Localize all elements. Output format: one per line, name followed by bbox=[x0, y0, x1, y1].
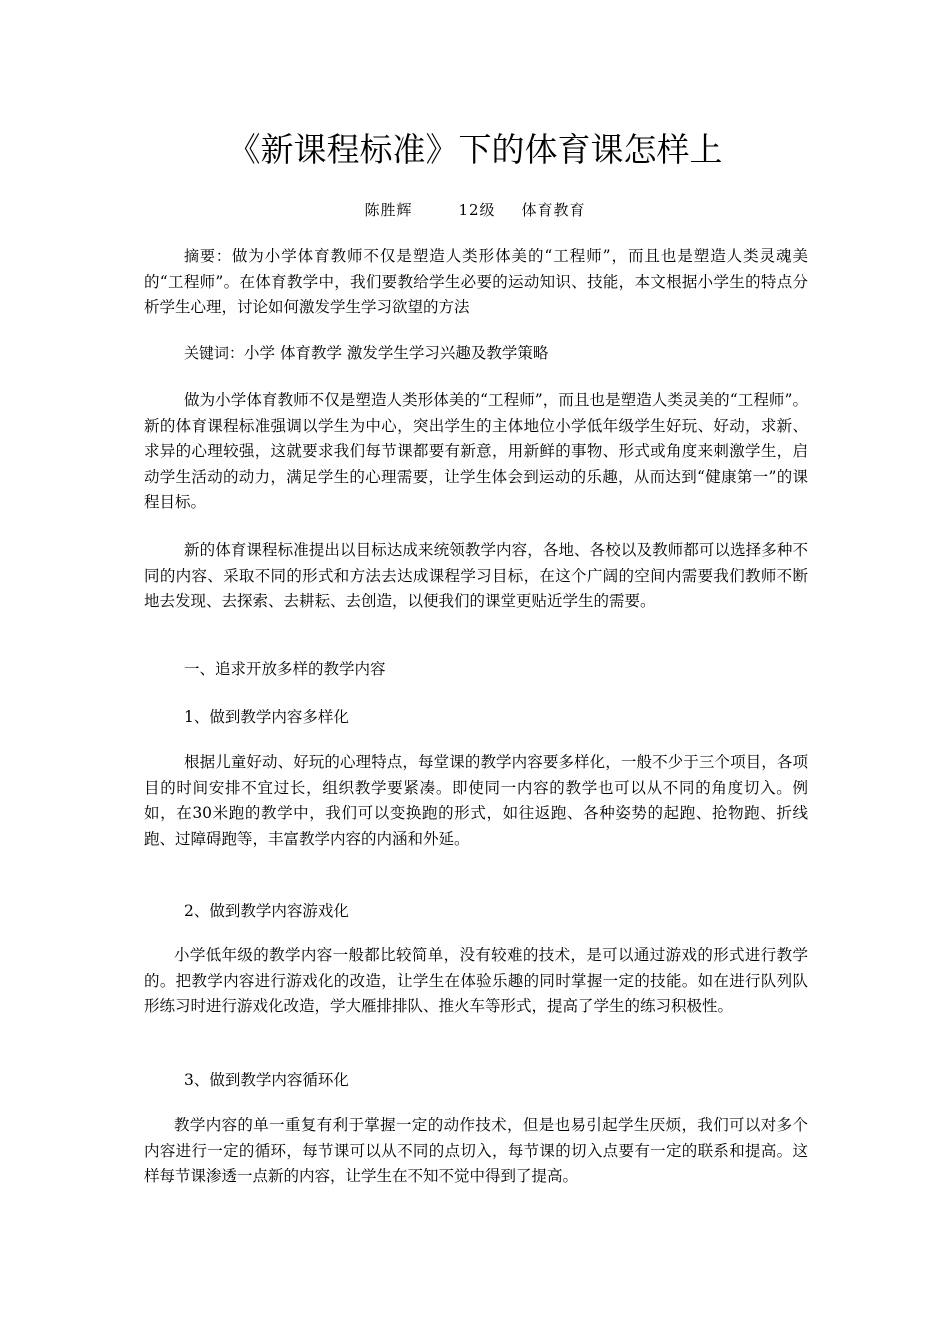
subsection-heading: 1、做到教学内容多样化 bbox=[184, 708, 349, 726]
keywords-text: 小学 体育教学 激发学生学习兴趣及教学策略 bbox=[244, 344, 549, 362]
page-title: 《新课程标准》下的体育课怎样上 bbox=[227, 130, 723, 169]
author-major: 体育教育 bbox=[521, 201, 586, 219]
abstract-text: 做为小学体育教师不仅是塑造人类形体美的“工程师”，而且也是塑造人类灵魂美的“工程师”。在体育教学中，我们要教给学生必要的运动知识、技能，本文根据小学生的特点分析学生心理，讨论如何激发学生学习欲望的方法 bbox=[144, 247, 808, 316]
author-grade: 12级 bbox=[458, 201, 496, 219]
subsection-heading: 2、做到教学内容游戏化 bbox=[184, 902, 349, 920]
body-paragraph: 教学内容的单一重复有利于掌握一定的动作技术，但是也易引起学生厌烦，我们可以对多个内容进行一定的循环，每节课可以从不同的点切入，每节课的切入点要有一定的联系和提高。这样每节课渗透一点新的内容，让学生在不知不觉中得到了提高。 bbox=[144, 1116, 808, 1185]
body-paragraph: 根据儿童好动、好玩的心理特点，每堂课的教学内容要多样化，一般不少于三个项目，各项目的时间安排不宜过长，组织教学要紧凑。即使同一内容的教学也可以从不同的角度切入。例如，在30米跑的教学中，我们可以变换跑的形式，如往返跑、各种姿势的起跑、抢物跑、折线跑、过障碍跑等，丰富教学内容的内涵和外延。 bbox=[144, 753, 808, 848]
author-line bbox=[0, 198, 950, 222]
abstract-label: 摘要： bbox=[184, 247, 232, 265]
body-paragraph: 新的体育课程标准提出以目标达成来统领教学内容，各地、各校以及教师都可以选择多种不同的内容、采取不同的形式和方法去达成课程学习目标，在这个广阔的空间内需要我们教师不断地去发现、去探索、去耕耘、去创造，以便我们的课堂更贴近学生的需要。 bbox=[144, 541, 808, 610]
body-paragraph: 做为小学体育教师不仅是塑造人类形体美的“工程师”，而且也是塑造人类灵美的“工程师”。新的体育课程标准强调以学生为中心，突出学生的主体地位小学低年级学生好玩、好动，求新、求异的心理较强，这就要求我们每节课都要有新意，用新鲜的事物、形式或角度来刺激学生，启动学生活动的动力，满足学生的心理需要，让学生体会到运动的乐趣，从而达到“健康第一”的课程目标。 bbox=[144, 391, 808, 511]
author-name: 陈胜辉 bbox=[364, 201, 413, 219]
keywords-label: 关键词： bbox=[184, 344, 245, 362]
subsection-heading: 3、做到教学内容循环化 bbox=[184, 1071, 349, 1089]
body-paragraph: 小学低年级的教学内容一般都比较简单，没有较难的技术，是可以通过游戏的形式进行教学的。把教学内容进行游戏化的改造，让学生在体验乐趣的同时掌握一定的技能。如在进行队列队形练习时进行游戏化改造，学大雁排排队、推火车等形式，提高了学生的练习积极性。 bbox=[144, 946, 808, 1015]
abstract bbox=[144, 244, 808, 321]
keywords bbox=[144, 341, 808, 367]
section-heading: 一、追求开放多样的教学内容 bbox=[184, 660, 386, 678]
